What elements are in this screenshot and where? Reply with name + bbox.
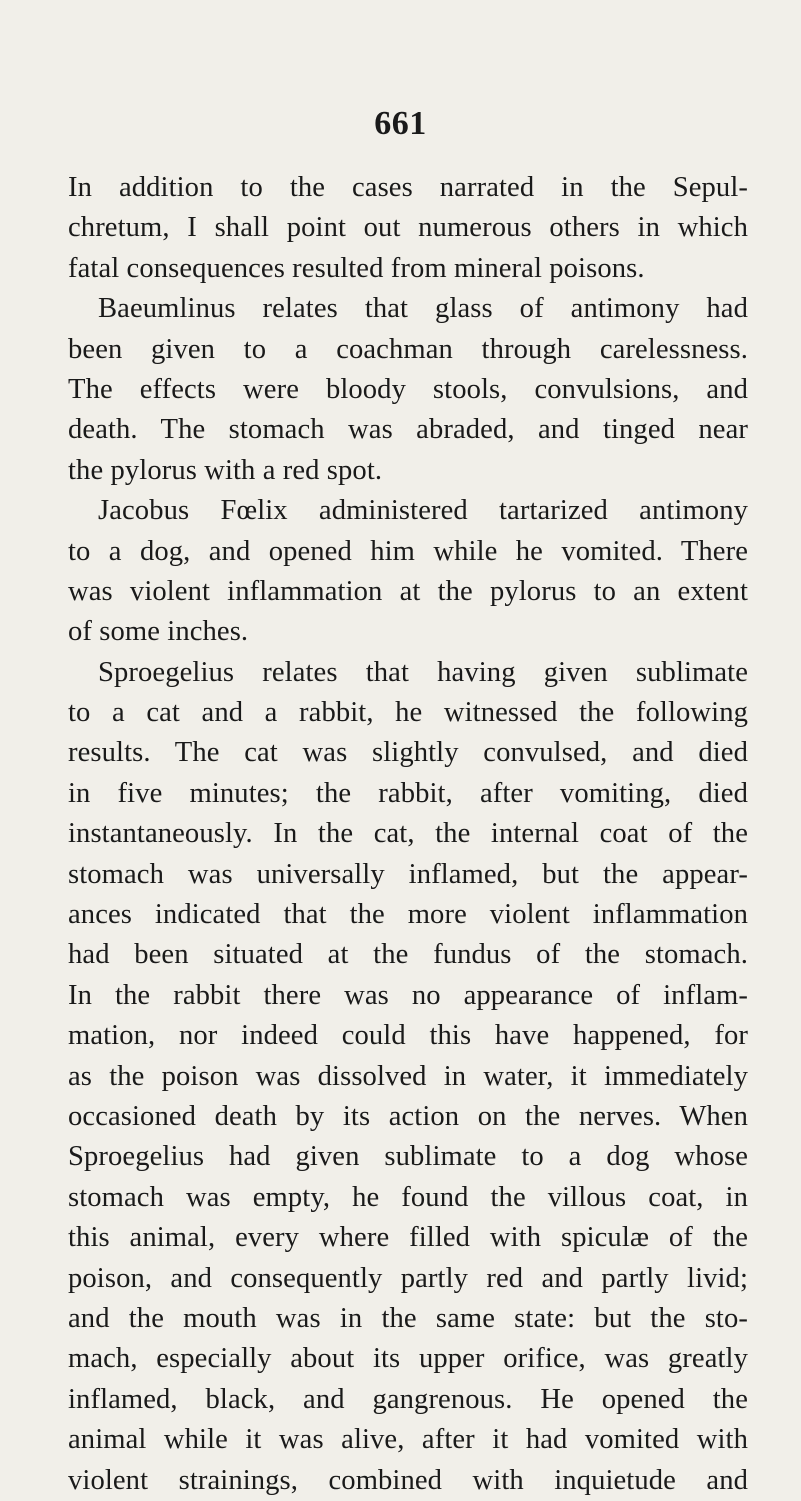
text-line-28: poison, and consequently partly red and partly livid; <box>68 1262 748 1294</box>
text-line-6: The effects were bloody stools, convulsions, and <box>68 373 748 405</box>
text-line-30: mach, especially about its upper orifice, was greatly <box>68 1343 748 1375</box>
text-line-33: violent strainings, combined with inquietude and <box>68 1464 748 1496</box>
text-line-5: been given to a coachman through carelessness. <box>68 333 748 365</box>
text-line-19: ances indicated that the more violent inflammation <box>68 899 748 931</box>
text-line-29: and the mouth was in the same state: but the sto- <box>68 1302 748 1334</box>
text-line-10: to a dog, and opened him while he vomited. There <box>68 535 748 567</box>
text-line-31: inflamed, black, and gangrenous. He opened the <box>68 1383 748 1415</box>
text-line-4: Baeumlinus relates that glass of antimony had <box>98 293 748 325</box>
body-text <box>68 168 748 1501</box>
text-line-18: stomach was universally inflamed, but the appear- <box>68 858 748 890</box>
text-line-25: Sproegelius had given sublimate to a dog whose <box>68 1141 748 1173</box>
text-line-7: death. The stomach was abraded, and tinged near <box>68 414 748 446</box>
text-line-20: had been situated at the fundus of the stomach. <box>68 939 748 971</box>
text-line-21: In the rabbit there was no appearance of inflam- <box>68 979 748 1011</box>
text-line-22: mation, nor indeed could this have happened, for <box>68 1020 748 1052</box>
text-line-32: animal while it was alive, after it had vomited with <box>68 1424 748 1456</box>
text-line-24: occasioned death by its action on the nerves. When <box>68 1100 748 1132</box>
text-line-14: to a cat and a rabbit, he witnessed the following <box>68 697 748 729</box>
text-line-27: this animal, every where filled with spiculæ of the <box>68 1222 748 1254</box>
text-line-12: of some inches. <box>68 616 249 648</box>
text-line-11: was violent inflammation at the pylorus to an extent <box>68 575 748 607</box>
text-line-23: as the poison was dissolved in water, it immediately <box>68 1060 748 1092</box>
page-number: 661 <box>374 105 427 142</box>
text-line-26: stomach was empty, he found the villous coat, in <box>68 1181 748 1213</box>
text-line-9: Jacobus Fœlix administered tartarized antimony <box>98 495 748 527</box>
text-line-17: instantaneously. In the cat, the internal coat of the <box>68 818 748 850</box>
text-line-8: the pylorus with a red spot. <box>68 454 383 486</box>
text-line-1: In addition to the cases narrated in the Sepul- <box>68 172 748 203</box>
text-line-16: in five minutes; the rabbit, after vomiting, died <box>68 777 748 809</box>
text-line-13: Sproegelius relates that having given sublimate <box>98 656 748 688</box>
text-line-2: chretum, I shall point out numerous others in which <box>68 212 748 244</box>
text-line-15: results. The cat was slightly convulsed, and died <box>68 737 748 769</box>
text-line-3: fatal consequences resulted from mineral poisons. <box>68 252 645 284</box>
